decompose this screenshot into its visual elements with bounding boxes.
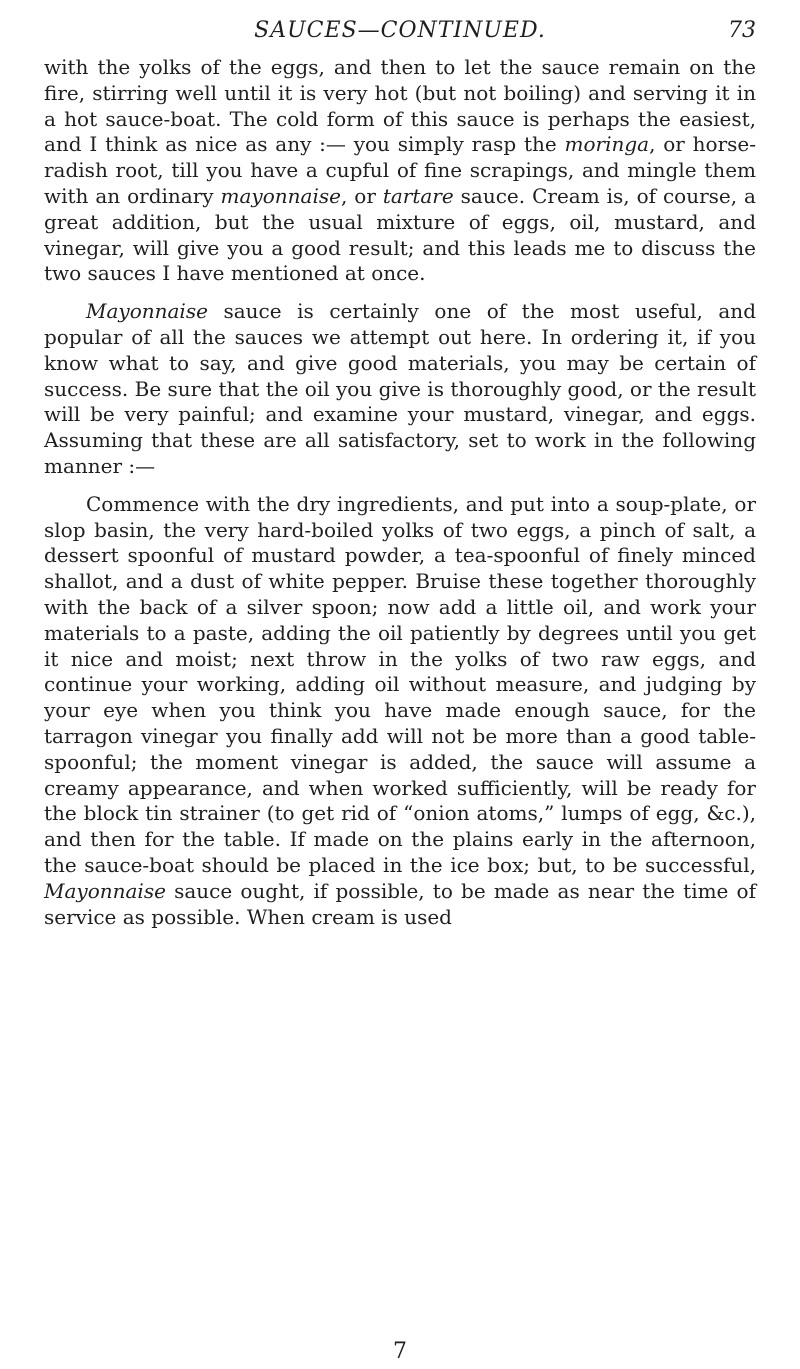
- text-run: sauce is certainly one of the most useful, and popular of all the sauces we attempt out here. In ordering it, if you know what to say, and give good materials, you may be certain of success. Be sure that the oil you give is thoroughly good, or the result will be very painful; and examine your mustard, vinegar, and eggs. Assuming that these are all satisfactory, set to work in the following manner :—: [44, 299, 756, 478]
- body-text: [44, 55, 756, 930]
- running-head: [0, 18, 800, 52]
- italic-term: Mayonnaise: [86, 299, 208, 324]
- paragraph: [44, 299, 756, 480]
- signature-mark: 7: [393, 1339, 407, 1364]
- text-run: Commence with the dry ingredients, and put into a soup-plate, or slop basin, the very hard-boiled yolks of two eggs, a pinch of salt, a dessert spoonful of mustard powder, a tea-spoonful of finely minced shallot, and a dust of white pepper. Bruise these together thoroughly with the back of a silver spoon; now add a little oil, and work your materials to a paste, adding the oil patiently by degrees until you get it nice and moist; next throw in the yolks of two raw eggs, and continue your working, adding oil without measure, and judging by your eye when you think you have made enough sauce, for the tarragon vinegar you finally add will not be more than a good table-spoonful; the moment vinegar is added, the sauce will assume a creamy appearance, and when worked sufficiently, will be ready for the block tin strainer (to get rid of “onion atoms,” lumps of egg, &c.), and then for the table. If made on the plains early in the afternoon, the sauce-boat should be placed in the ice box; but, to be successful,: [44, 491, 756, 877]
- text-run: , or: [340, 183, 383, 208]
- paragraph: [44, 492, 756, 931]
- page-number: 73: [728, 18, 756, 43]
- italic-term: moringa: [564, 132, 650, 157]
- text-run: , or horse-radish root, till you have a cupful of fine scrapings, and mingle them with an ordinary: [44, 132, 756, 208]
- italic-term: mayonnaise: [220, 183, 341, 208]
- text-run: sauce ought, if possible, to be made as near the time of service as possible. When cream is used: [44, 878, 756, 929]
- italic-term: Mayonnaise: [44, 878, 166, 903]
- italic-term: tartare: [382, 183, 454, 208]
- running-title: SAUCES—CONTINUED.: [254, 18, 546, 43]
- text-run: sauce. Cream is, of course, a great addition, but the usual mixture of eggs, oil, mustard, and vinegar, will give you a good result; and this leads me to discuss the two sauces I have mentioned at once.: [44, 183, 756, 286]
- text-run: with the yolks of the eggs, and then to let the sauce remain on the fire, stirring well until it is very hot (but not boiling) and serving it in a hot sauce-boat. The cold form of this sauce is perhaps the easiest, and I think as nice as any :— you simply rasp the: [44, 55, 756, 157]
- paragraph: [44, 55, 756, 287]
